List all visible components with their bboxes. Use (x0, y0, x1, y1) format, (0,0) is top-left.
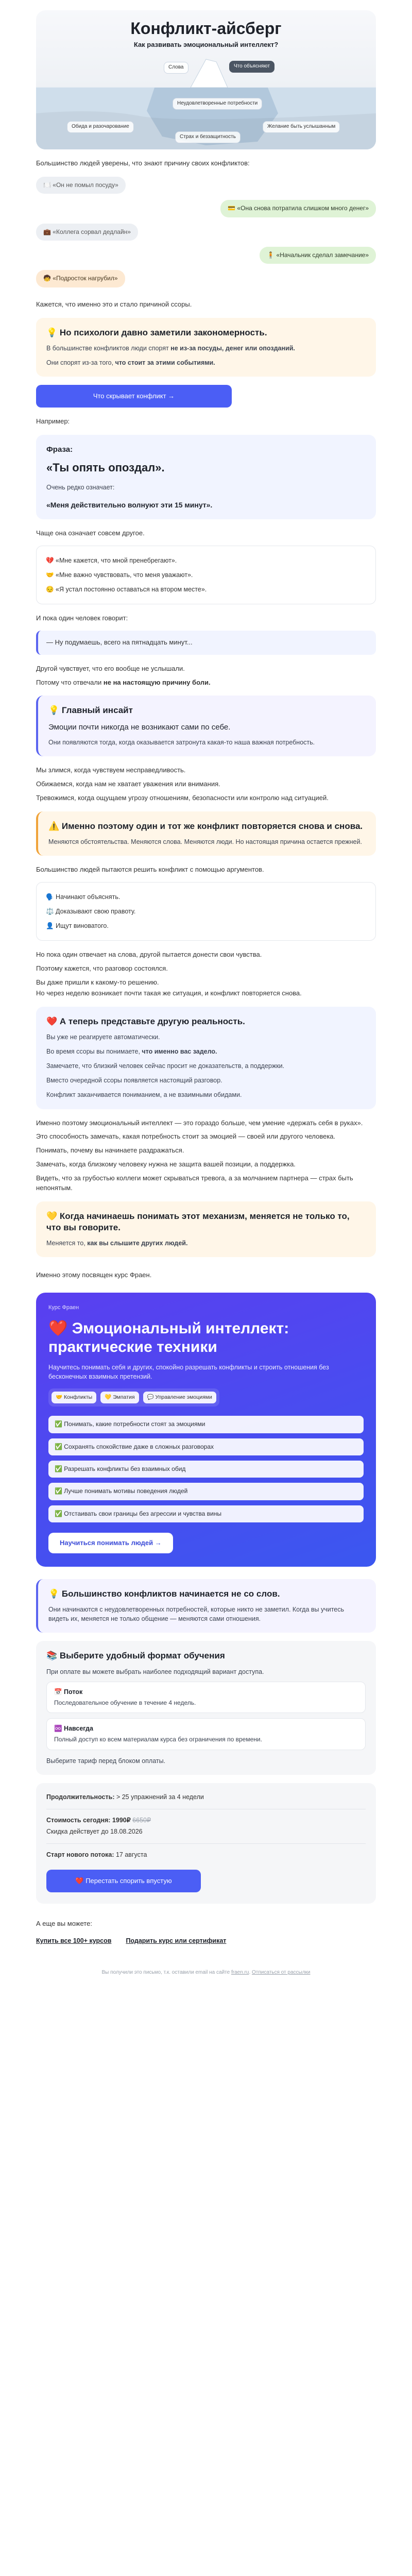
when-card-text: Меняется то, как вы слышите других людей. (46, 1239, 188, 1247)
unsubscribe-link[interactable]: Отписаться от рассылки (252, 1970, 311, 1976)
quote-block: — Ну подумаешь, всего на пятнадцать минут... (36, 631, 376, 655)
discount-line: Скидка действует до 18.08.2026 (46, 1828, 143, 1836)
ei-text-4: Замечать, когда близкому человеку нужна не защита вашей позиции, а поддержка. (36, 1160, 296, 1168)
chat-bubble: 💳 «Она снова потратила слишком много денег» (220, 200, 376, 217)
again-card-text: Меняются обстоятельства. Меняются слова. Меняются люди. Но настоящая причина остается прежней. (48, 838, 362, 846)
course-chips (48, 1388, 219, 1406)
course-title: ❤️ Эмоциональный интеллект: практические техники (48, 1319, 289, 1355)
ei-text-2: Это способность замечать, какая потребность стоит за эмоцией — своей или другого человека. (36, 1132, 336, 1141)
phrase-meaning: «Меня действительно волнуют эти 15 минут». (46, 500, 213, 509)
psych-card-title: 💡 Но психологи давно заметили закономерность. (46, 327, 267, 337)
angry-text-2: Обижаемся, когда нам не хватает уважения или внимания. (36, 780, 220, 788)
imagine-line-2: Во время ссоры вы понимаете, что именно вас задело. (46, 1048, 217, 1056)
ei-text-5: Видеть, что за грубостью коллеги может скрываться тревога, а за молчанием партнера — страх быть непонятым. (36, 1174, 353, 1192)
course-cta-button[interactable]: Научиться понимать людей → (48, 1533, 173, 1553)
but-text-3: Вы даже пришли к какому-то решению. (36, 978, 159, 987)
imagine-line-4: Вместо очередной ссоры появляется настоящий разговор. (46, 1077, 222, 1084)
chat-bubble: 🍽️ «Он не помыл посуду» (36, 177, 126, 194)
list-item: 😔 «Я устал постоянно оставаться на втором месте». (46, 585, 207, 593)
ei-text-3: Понимать, почему вы начинаете раздражаться. (36, 1146, 184, 1155)
imagine-card (36, 1007, 376, 1109)
hero-title: Конфликт-айсберг (130, 19, 282, 38)
most-try-text: Большинство людей пытаются решить конфликт с помощью аргументов. (36, 866, 264, 874)
buy-all-courses-link[interactable]: Купить все 100+ курсов (36, 1937, 112, 1945)
when-card (36, 1201, 376, 1257)
hero-tag-fear: Желание быть услышанным (263, 121, 340, 133)
start-line: Старт нового потока: 17 августа (46, 1851, 147, 1859)
ei-text-1: Именно поэтому эмоциональный интеллект — это гораздо больше, чем умение «держать себя в руках». (36, 1118, 363, 1127)
again-card-title: ⚠️ Именно поэтому один и тот же конфликт повторяется снова и снова. (48, 821, 363, 831)
format-option-desc: Полный доступ ко всем материалам курса без ограничения по времени. (54, 1736, 262, 1743)
list-item: 🗣️ Начинают объяснять. (46, 893, 121, 901)
args-list (36, 882, 376, 941)
format-option-forever[interactable] (46, 1718, 366, 1750)
list-item: 👤 Ищут виноватого. (46, 922, 109, 930)
other-feels-text: Другой чувствует, что его вообще не услышали. (36, 664, 185, 672)
insight-text: Они появляются тогда, когда оказывается затронута какая-то наша важная потребность. (48, 739, 315, 747)
chat-bubble: 🧒 «Подросток нагрубил» (36, 270, 125, 287)
imagine-line-3: Замечаете, что близкий человек сейчас просит не доказательств, а поддержки. (46, 1062, 285, 1070)
also-text: А еще вы можете: (36, 1920, 92, 1928)
chat-examples (36, 174, 376, 291)
hero-tag-hurt: Страх и беззащитность (175, 131, 241, 143)
email-body (36, 0, 376, 1987)
course-feature: ✅ Лучше понимать мотивы поведения людей (48, 1483, 364, 1500)
hero-tag-deep: Неудовлетворенные потребности (173, 98, 262, 110)
imagine-title: ❤️ А теперь представьте другую реальность. (46, 1016, 245, 1026)
hidden-conflict-button[interactable]: Что скрывает конфликт → (36, 385, 232, 408)
psych-card-p2: Они спорят из-за того, что стоит за этими событиями. (46, 359, 215, 366)
other-hears-text: И пока один человек говорит: (36, 614, 128, 622)
format-option-title: ♾️ Навсегда (54, 1725, 93, 1733)
price-card (36, 1783, 376, 1904)
but-text-1: Но пока один отвечает на слова, другой пытается донести свои чувства. (36, 951, 262, 959)
course-intro-text: Именно этому посвящен курс Фраен. (36, 1270, 152, 1279)
angry-text-3: Тревожимся, когда ощущаем угрозу отношениям, безопасности или контролю над ситуацией. (36, 794, 329, 802)
format-option-title: 📅 Поток (54, 1688, 83, 1696)
why-text: Потому что отвечали не на настоящую причину боли. (36, 678, 211, 686)
phrase-card (36, 435, 376, 519)
intro-text: Большинство людей уверены, что знают причину своих конфликтов: (36, 159, 250, 167)
course-feature: ✅ Отстаивать свои границы без агрессии и чувства вины (48, 1505, 364, 1522)
format-note: Выберите тариф перед блоком оплаты. (46, 1757, 166, 1765)
chat-bubble: 💼 «Коллега сорвал дедлайн» (36, 224, 138, 241)
but-text-4: Но через неделю возникает почти такая же ситуация, и конфликт повторяется снова. (36, 989, 302, 997)
format-title: 📚 Выберите удобный формат обучения (46, 1651, 225, 1661)
most-conflicts-card (36, 1579, 376, 1633)
course-feature: ✅ Разрешать конфликты без взаимных обид (48, 1461, 364, 1478)
phrase-label: Фраза: (46, 445, 73, 454)
course-feature: ✅ Сохранять спокойствие даже в сложных разговорах (48, 1438, 364, 1455)
extra-links (36, 1936, 376, 1945)
but-text-2: Поэтому кажется, что разговор состоялся. (36, 964, 168, 973)
cost-line: Стоимость сегодня: 1990₽ 6650₽ (46, 1816, 151, 1824)
chat-bubble: 🧍 «Начальник сделал замечание» (260, 247, 376, 264)
format-card (36, 1641, 376, 1774)
again-card (36, 811, 376, 856)
psych-card (36, 318, 376, 377)
footer: Вы получили это письмо, т.к. оставили email на сайте frаen.ru. Отписаться от рассылки (101, 1970, 311, 1976)
course-feature: ✅ Понимать, какие потребности стоят за эмоциями (48, 1416, 364, 1433)
phrase-often: Очень редко означает: (46, 484, 115, 492)
phrase-text: «Ты опять опоздал». (46, 461, 165, 474)
hero-tag-explain: Что объясняют (229, 61, 274, 73)
list-item: 🤝 «Мне важно чувствовать, что меня уважают». (46, 571, 193, 579)
format-subtitle: При оплате вы можете выбрать наиболее подходящий вариант доступа. (46, 1668, 264, 1675)
means-list (36, 546, 376, 604)
duration-line: Продолжительность: > 25 упражнений за 4 недели (46, 1793, 204, 1801)
course-card (36, 1293, 376, 1567)
often-means-text: Чаще она означает совсем другое. (36, 529, 145, 537)
hero-banner (36, 10, 376, 149)
gift-course-link[interactable]: Подарить курс или сертификат (126, 1937, 227, 1945)
course-chip: 🤝 Конфликты (52, 1392, 96, 1403)
most-conflicts-title: 💡 Большинство конфликтов начинается не со слов. (48, 1589, 280, 1599)
insight-big: Эмоции почти никогда не возникают сами по себе. (48, 722, 231, 732)
hero-tag-words: Слова (164, 62, 188, 74)
format-option-desc: Последовательное обучение в течение 4 недель. (54, 1699, 196, 1706)
insight-card (36, 696, 376, 756)
insight-title: 💡 Главный инсайт (48, 705, 133, 716)
site-link[interactable]: frаen.ru (231, 1970, 249, 1976)
stop-arguing-button[interactable]: ❤️ Перестать спорить впустую (46, 1870, 201, 1892)
course-label: Курс Фраен (48, 1304, 79, 1311)
course-chip: 💬 Управление эмоциями (143, 1392, 216, 1403)
psych-card-p1: В большинстве конфликтов люди спорят не из-за посуды, денег или опозданий. (46, 344, 295, 352)
course-chip: 💛 Эмпатия (100, 1392, 139, 1403)
hero-subtitle: Как развивать эмоциональный интеллект? (133, 41, 279, 48)
list-item: ⚖️ Доказывают свою правоту. (46, 908, 136, 916)
old-price: 6650₽ (132, 1816, 151, 1824)
seems-text: Кажется, что именно это и стало причиной ссоры. (36, 300, 192, 308)
angry-text-1: Мы злимся, когда чувствуем несправедливость. (36, 766, 186, 774)
example-text: Например: (36, 417, 70, 425)
when-card-title: 💛 Когда начинаешь понимать этот механизм, меняется не только то, что вы говорите. (46, 1211, 350, 1232)
course-description: Научитесь понимать себя и других, спокойно разрешать конфликты и строить отношения без бесконечных взаимных претензий. (48, 1363, 329, 1380)
imagine-line-1: Вы уже не реагируете автоматически. (46, 1033, 160, 1041)
most-conflicts-text: Они начинаются с неудовлетворенных потребностей, которые никто не заметил. Когда вы учитесь видеть их, меняется не только общение — меняются сами отношения. (48, 1606, 345, 1623)
imagine-line-5: Конфликт заканчивается пониманием, а не взаимными обидами. (46, 1091, 242, 1099)
hero-tag-needs: Обида и разочарование (67, 121, 134, 133)
format-option-stream[interactable] (46, 1682, 366, 1714)
list-item: 💔 «Мне кажется, что мной пренебрегают». (46, 556, 177, 564)
